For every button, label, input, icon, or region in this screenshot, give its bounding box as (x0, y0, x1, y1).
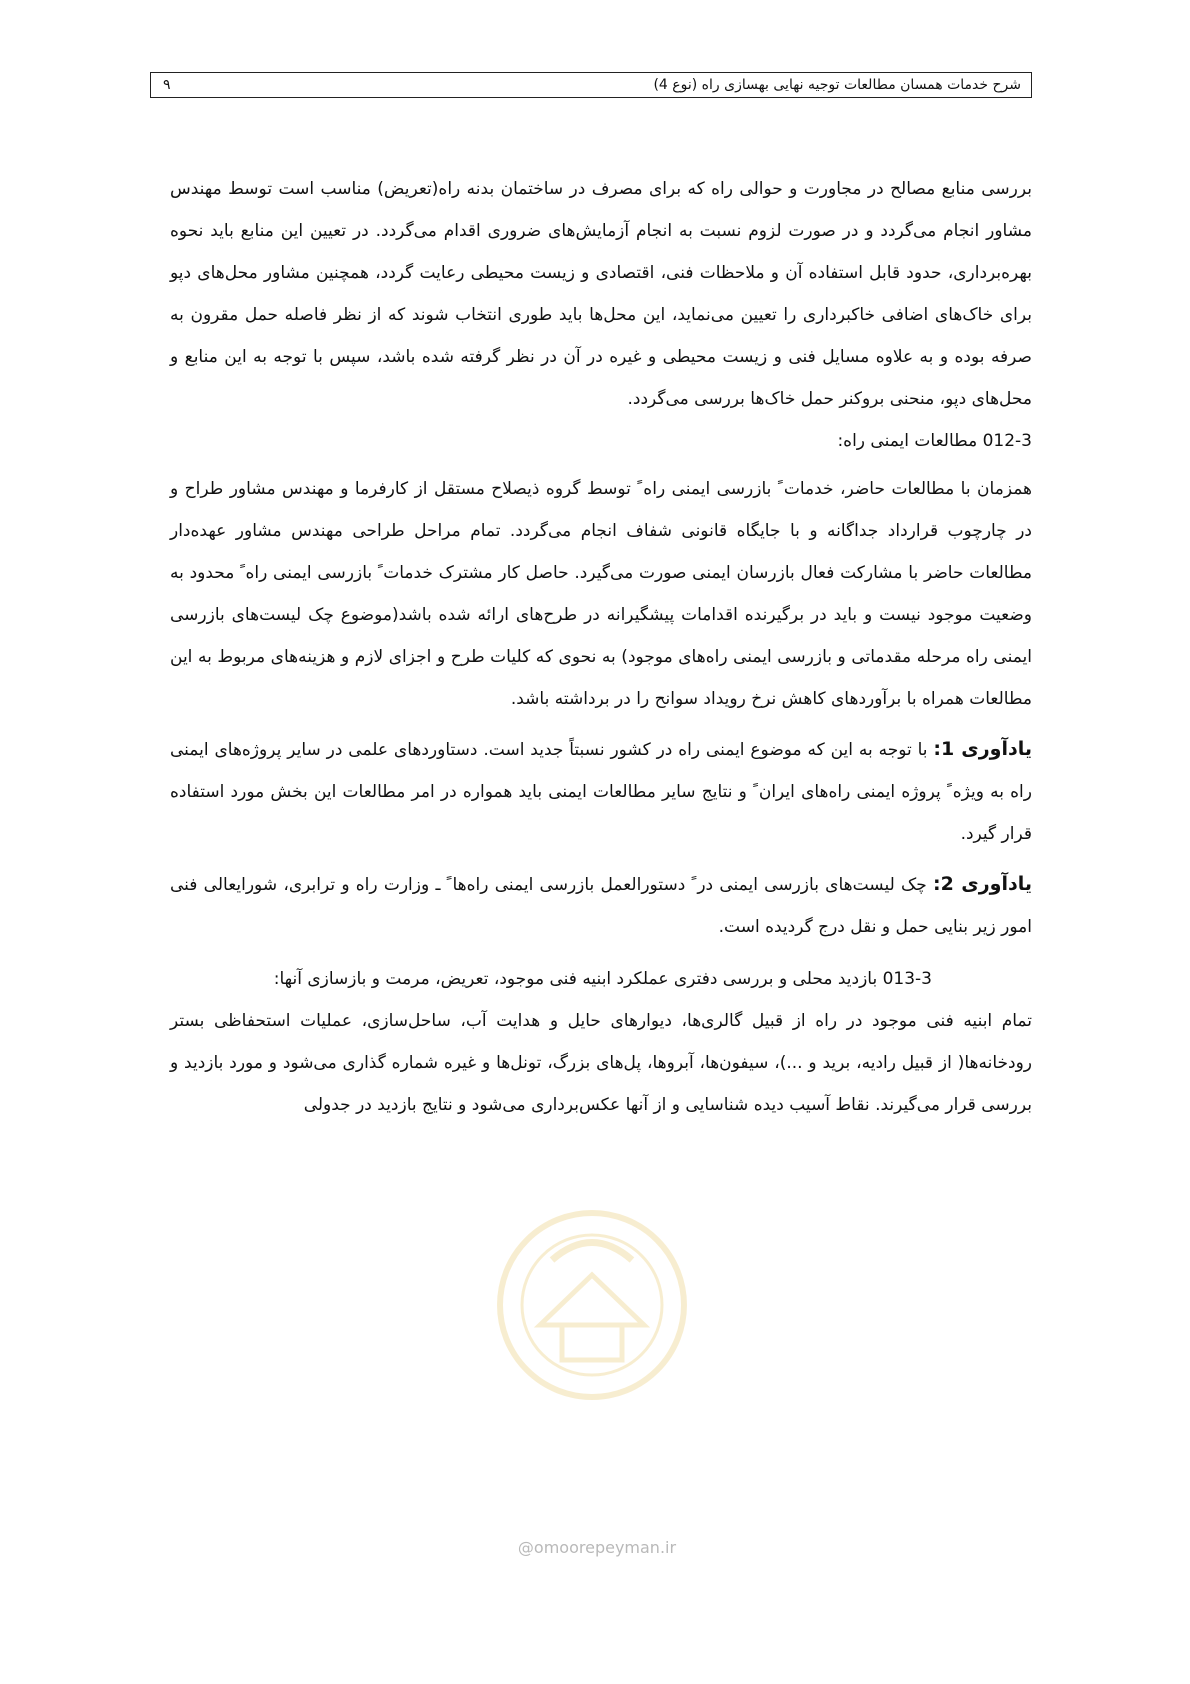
watermark-site-text: @omoorepeyman.ir (517, 1538, 677, 1557)
section-heading-013: 013-3 بازدید محلی و بررسی دفتری عملکرد ابنیه فنی موجود، تعریض، مرمت و بازسازی آنها: (273, 969, 932, 989)
paragraph-material-sources: بررسی منابع مصالح در مجاورت و حوالی راه که برای مصرف در ساختمان بدنه راه(تعریض) مناسب است توسط مهندس مشاور انجام می‌گردد و در صورت لزوم نسبت به انجام آزمایش‌های ضروری اقدام می‌گردد. در تعیین این منابع باید نحوه بهره‌برداری، حدود قابل استفاده آن و ملاحظات فنی، اقتصادی و زیست محیطی رعایت گردد، همچنین مشاور محل‌های دپو برای خاک‌های اضافی خاکبرداری را تعیین می‌نماید، این محل‌ها باید طوری انتخاب شوند که از نظر فاصله حمل مقرون به صرفه بوده و به علاوه مسایل فنی و زیست محیطی و غیره در آن در نظر گرفته شده باشد، سپس با توجه به این منابع و محل‌های دپو، منحنی بروکنر حمل خاک‌ها بررسی می‌گردد. (170, 179, 1032, 409)
section-heading-012: 012-3 مطالعات ایمنی راه: (837, 431, 1032, 451)
page-body (170, 168, 1032, 1126)
reminder-2-text: چک لیست‌های بازرسی ایمنی در ً دستورالعمل بازرسی ایمنی راه‌ها ً ـ وزارت راه و ترابری، شورایعالی فنی امور زیر بنایی حمل و نقل درج گردیده است. (170, 875, 1032, 937)
page-number: ۹ (163, 77, 171, 93)
reminder-1-text: با توجه به این که موضوع ایمنی راه در کشور نسبتاً جدید است. دستاوردهای علمی در سایر پروژه‌های ایمنی راه به ویژه ً پروژه ایمنی راه‌های ایران ً و نتایج سایر مطالعات ایمنی باید همواره در امر مطالعات این بخش مورد استفاده قرار گیرد. (170, 740, 1032, 844)
watermark-logo-icon (492, 1205, 692, 1405)
running-header (150, 72, 1032, 98)
reminder-1-label: یادآوری 1: (933, 738, 1032, 760)
paragraph-road-safety: همزمان با مطالعات حاضر، خدمات ً بازرسی ایمنی راه ً توسط گروه ذیصلاح مستقل از کارفرما و مهندس مشاور طراح و در چارچوب قرارداد جداگانه و با جایگاه قانونی شفاف انجام می‌گردد. تمام مراحل طراحی مهندس مشاور عهده‌دار مطالعات حاضر با مشارکت فعال بازرسان ایمنی صورت می‌گیرد. حاصل کار مشترک خدمات ً بازرسی ایمنی راه ً محدود به وضعیت موجود نیست و باید در برگیرنده اقدامات پیشگیرانه در طرح‌های ارائه شده باشد(موضوع چک لیست‌های بازرسی ایمنی راه مرحله مقدماتی و بازرسی ایمنی راه‌های موجود) به نحوی که کلیات طرح و اجزای لازم و هزینه‌های مربوط به این مطالعات همراه با برآوردهای کاهش نرخ رویداد سوانح را در برداشته باشد. (170, 479, 1032, 709)
header-title: شرح خدمات همسان مطالعات توجیه نهایی بهسازی راه (نوع 4) (653, 77, 1021, 93)
reminder-2-label: یادآوری 2: (933, 873, 1032, 895)
paragraph-structures: تمام ابنیه فنی موجود در راه از قبیل گالری‌ها، دیوارهای حایل و هدایت آب، ساحل‌سازی، عملیات استحفاظی بستر رودخانه‌ها( از قبیل رادیه، برید و ...)، سیفون‌ها، آبروها، پل‌های بزرگ، تونل‌ها و غیره شماره گذاری می‌شود و مورد بازدید و بررسی قرار می‌گیرند. نقاط آسیب دیده شناسایی و از آنها عکس‌برداری می‌شود و نتایج بازدید در جدولی (170, 1011, 1032, 1115)
reminder-2 (170, 863, 1032, 948)
reminder-1 (170, 728, 1032, 855)
